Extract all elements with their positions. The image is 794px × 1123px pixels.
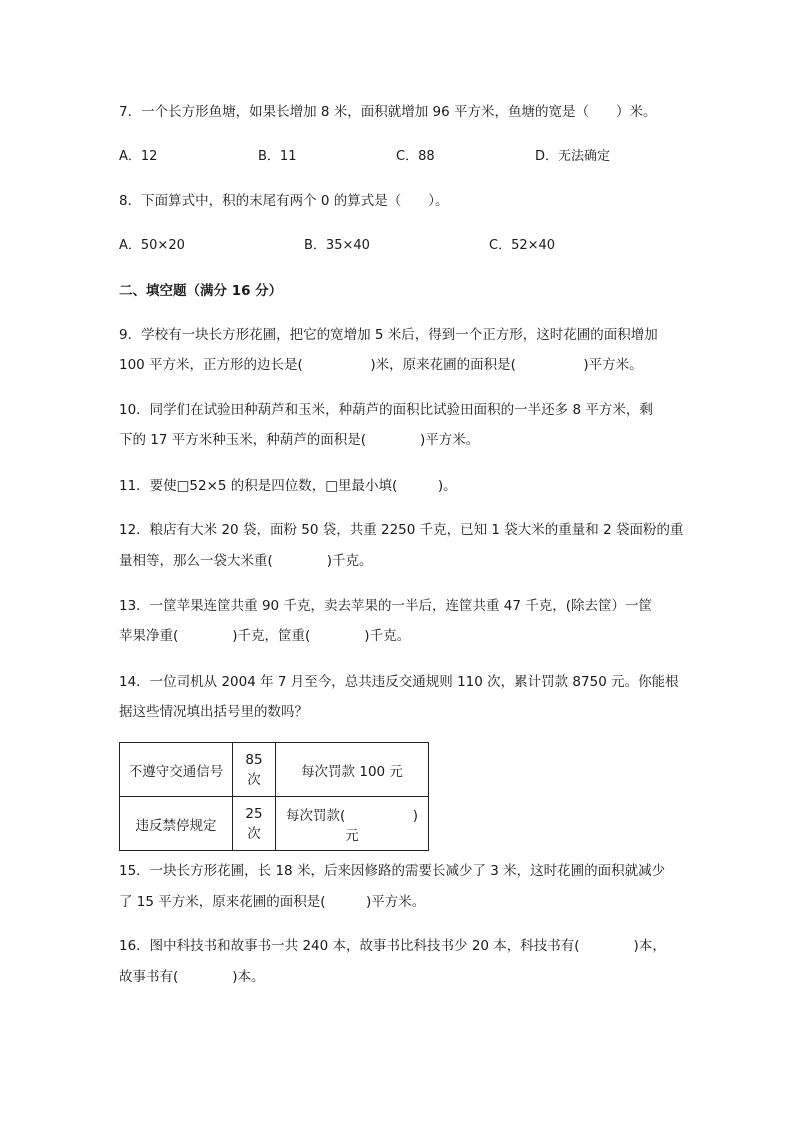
q10-line1: 10．同学们在试验田种葫芦和玉米，种葫芦的面积比试验田面积的一半还多 8 平方米，剩 (119, 402, 653, 418)
q7-stem: 7．一个长方形鱼塘，如果长增加 8 米，面积就增加 96 平方米，鱼塘的宽是（ ）米。 (119, 104, 657, 120)
table-row (120, 743, 429, 797)
q13-line1: 13．一筐苹果连筐共重 90 千克，卖去苹果的一半后，连筐共重 47 千克，(除去筐）一筐 (119, 598, 652, 614)
q16-line2: 故事书有( )本。 (119, 969, 265, 985)
q8-option-b: B．35×40 (304, 238, 370, 253)
table-cell: 违反禁停规定 (120, 797, 233, 851)
q9-line1: 9．学校有一块长方形花圃，把它的宽增加 5 米后，得到一个正方形，这时花圃的面积增加 (119, 327, 658, 343)
q10-line2: 下的 17 平方米种玉米，种葫芦的面积是( )平方米。 (119, 432, 480, 448)
table-row (120, 797, 429, 851)
q14-line2: 据这些情况填出括号里的数吗？ (119, 704, 308, 720)
q12-line2: 量相等，那么一袋大米重( )千克。 (119, 553, 373, 569)
penalty-table (119, 742, 429, 851)
q11-line1: 11．要使□52×5 的积是四位数，□里最小填( )。 (119, 478, 457, 494)
table-cell: 不遵守交通信号 (120, 743, 233, 797)
q14-line1: 14．一位司机从 2004 年 7 月至今，总共违反交通规则 110 次，累计罚款 8750 元。你能根 (119, 674, 679, 690)
q7-option-c: C．88 (396, 149, 435, 164)
q8-option-a: A．50×20 (119, 238, 185, 253)
q7-option-b: B．11 (258, 149, 297, 164)
table-cell: 每次罚款 100 元 (276, 743, 429, 797)
q9-line2: 100 平方米，正方形的边长是( )米，原来花圃的面积是( )平方米。 (119, 357, 643, 373)
q8-option-c: C．52×40 (489, 238, 556, 253)
q15-line1: 15．一块长方形花圃，长 18 米，后来因修路的需要长减少了 3 米，这时花圃的面积就减少 (119, 863, 666, 879)
q8-stem: 8．下面算式中，积的末尾有两个 0 的算式是（ ）。 (119, 193, 449, 209)
table-cell: 25 次 (233, 797, 276, 851)
table-cell: 每次罚款( )元 (276, 797, 429, 851)
q15-line2: 了 15 平方米，原来花圃的面积是( )平方米。 (119, 894, 426, 910)
section-heading: 二、填空题（满分 16 分） (119, 283, 283, 299)
q7-option-d: D．无法确定 (535, 149, 611, 164)
q16-line1: 16．图中科技书和故事书一共 240 本，故事书比科技书少 20 本，科技书有( )本， (119, 938, 666, 954)
q13-line2: 苹果净重( )千克，筐重( )千克。 (119, 628, 411, 644)
table-cell: 85 次 (233, 743, 276, 797)
q7-option-a: A．12 (119, 149, 158, 164)
q12-line1: 12．粮店有大米 20 袋，面粉 50 袋，共重 2250 千克，已知 1 袋大米的重量和 2 袋面粉的重 (119, 522, 684, 538)
